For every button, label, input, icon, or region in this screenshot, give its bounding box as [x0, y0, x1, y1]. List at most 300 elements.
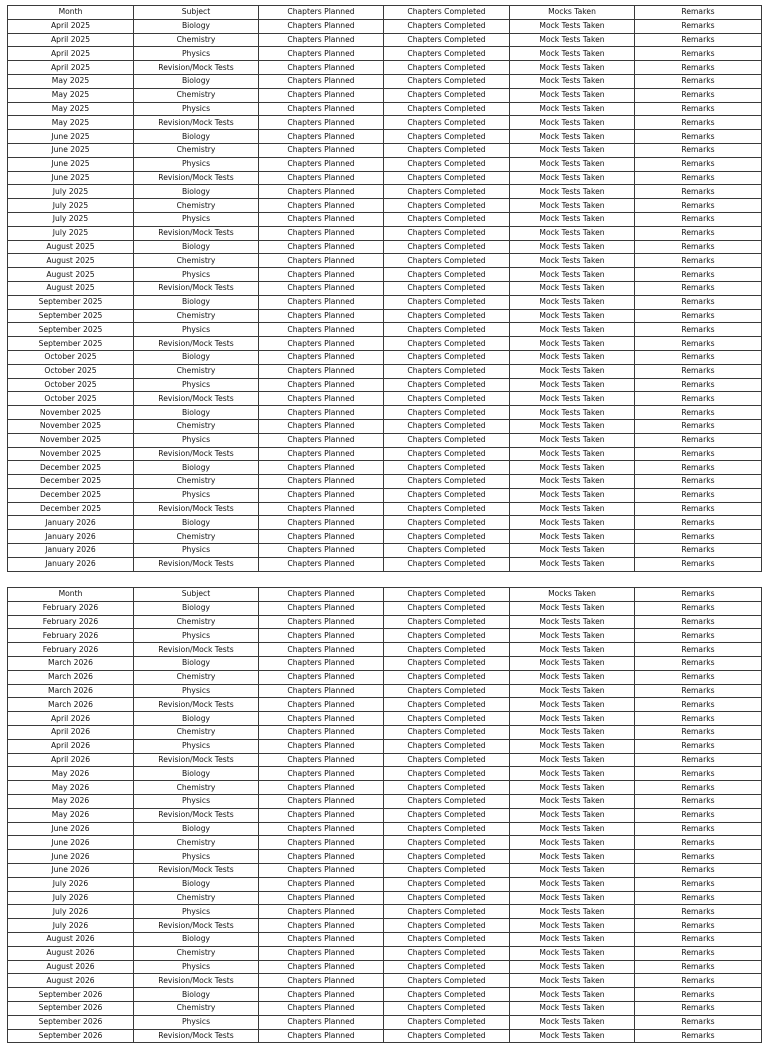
table-row — [8, 767, 762, 781]
mocks-taken-cell: Mock Tests Taken — [510, 350, 635, 364]
chapters-planned-cell: Chapters Planned — [259, 461, 384, 475]
chapters-planned-cell: Chapters Planned — [259, 836, 384, 850]
month-cell: July 2026 — [8, 891, 134, 905]
table-row — [8, 863, 762, 877]
month-cell: February 2026 — [8, 629, 134, 643]
month-cell: February 2026 — [8, 615, 134, 629]
mocks-taken-cell: Mock Tests Taken — [510, 171, 635, 185]
chapters-planned-cell: Chapters Planned — [259, 212, 384, 226]
month-cell: April 2025 — [8, 61, 134, 75]
remarks-cell: Remarks — [635, 530, 762, 544]
remarks-cell: Remarks — [635, 877, 762, 891]
subject-cell: Physics — [134, 850, 259, 864]
chapters-completed-cell: Chapters Completed — [384, 475, 510, 489]
chapters-completed-cell: Chapters Completed — [384, 488, 510, 502]
subject-cell: Biology — [134, 712, 259, 726]
chapters-planned-cell: Chapters Planned — [259, 171, 384, 185]
chapters-completed-cell: Chapters Completed — [384, 530, 510, 544]
chapters-completed-cell: Chapters Completed — [384, 544, 510, 558]
chapters-completed-cell: Chapters Completed — [384, 836, 510, 850]
chapters-planned-cell: Chapters Planned — [259, 502, 384, 516]
mocks-taken-cell: Mock Tests Taken — [510, 670, 635, 684]
column-header-mocks-taken: Mocks Taken — [510, 588, 635, 602]
month-cell: June 2026 — [8, 863, 134, 877]
table-row — [8, 530, 762, 544]
month-cell: September 2025 — [8, 295, 134, 309]
mocks-taken-cell: Mock Tests Taken — [510, 116, 635, 130]
mocks-taken-cell: Mock Tests Taken — [510, 557, 635, 571]
chapters-completed-cell: Chapters Completed — [384, 502, 510, 516]
mocks-taken-cell: Mock Tests Taken — [510, 74, 635, 88]
chapters-planned-cell: Chapters Planned — [259, 684, 384, 698]
chapters-planned-cell: Chapters Planned — [259, 323, 384, 337]
remarks-cell: Remarks — [635, 406, 762, 420]
mocks-taken-cell: Mock Tests Taken — [510, 461, 635, 475]
chapters-planned-cell: Chapters Planned — [259, 157, 384, 171]
mocks-taken-cell: Mock Tests Taken — [510, 364, 635, 378]
chapters-completed-cell: Chapters Completed — [384, 863, 510, 877]
table-row — [8, 116, 762, 130]
subject-cell: Biology — [134, 130, 259, 144]
subject-cell: Physics — [134, 684, 259, 698]
mocks-taken-cell: Mock Tests Taken — [510, 157, 635, 171]
remarks-cell: Remarks — [635, 74, 762, 88]
month-cell: August 2025 — [8, 268, 134, 282]
month-cell: June 2026 — [8, 850, 134, 864]
subject-cell: Revision/Mock Tests — [134, 281, 259, 295]
mocks-taken-cell: Mock Tests Taken — [510, 643, 635, 657]
mocks-taken-cell: Mock Tests Taken — [510, 932, 635, 946]
subject-cell: Biology — [134, 350, 259, 364]
table-row — [8, 1029, 762, 1043]
remarks-cell: Remarks — [635, 102, 762, 116]
chapters-planned-cell: Chapters Planned — [259, 475, 384, 489]
table-row — [8, 240, 762, 254]
month-cell: May 2026 — [8, 767, 134, 781]
table-row — [8, 212, 762, 226]
subject-cell: Physics — [134, 960, 259, 974]
chapters-completed-cell: Chapters Completed — [384, 61, 510, 75]
table-row — [8, 516, 762, 530]
remarks-cell: Remarks — [635, 836, 762, 850]
chapters-planned-cell: Chapters Planned — [259, 698, 384, 712]
column-header-chapters-completed: Chapters Completed — [384, 588, 510, 602]
mocks-taken-cell: Mock Tests Taken — [510, 212, 635, 226]
column-header-remarks: Remarks — [635, 588, 762, 602]
month-cell: November 2025 — [8, 419, 134, 433]
remarks-cell: Remarks — [635, 171, 762, 185]
chapters-completed-cell: Chapters Completed — [384, 337, 510, 351]
mocks-taken-cell: Mock Tests Taken — [510, 544, 635, 558]
subject-cell: Physics — [134, 1015, 259, 1029]
remarks-cell: Remarks — [635, 1015, 762, 1029]
mocks-taken-cell: Mock Tests Taken — [510, 185, 635, 199]
month-cell: September 2026 — [8, 1015, 134, 1029]
month-cell: September 2025 — [8, 323, 134, 337]
remarks-cell: Remarks — [635, 364, 762, 378]
column-header-chapters-planned: Chapters Planned — [259, 588, 384, 602]
month-cell: October 2025 — [8, 364, 134, 378]
month-cell: April 2026 — [8, 753, 134, 767]
chapters-planned-cell: Chapters Planned — [259, 656, 384, 670]
mocks-taken-cell: Mock Tests Taken — [510, 960, 635, 974]
table-row — [8, 171, 762, 185]
chapters-planned-cell: Chapters Planned — [259, 74, 384, 88]
chapters-completed-cell: Chapters Completed — [384, 988, 510, 1002]
chapters-planned-cell: Chapters Planned — [259, 226, 384, 240]
table-header-row — [8, 6, 762, 20]
table-row — [8, 712, 762, 726]
mocks-taken-cell: Mock Tests Taken — [510, 615, 635, 629]
remarks-cell: Remarks — [635, 378, 762, 392]
chapters-completed-cell: Chapters Completed — [384, 905, 510, 919]
remarks-cell: Remarks — [635, 185, 762, 199]
month-cell: November 2025 — [8, 447, 134, 461]
remarks-cell: Remarks — [635, 516, 762, 530]
remarks-cell: Remarks — [635, 822, 762, 836]
subject-cell: Chemistry — [134, 670, 259, 684]
subject-cell: Biology — [134, 932, 259, 946]
remarks-cell: Remarks — [635, 712, 762, 726]
table-row — [8, 808, 762, 822]
mocks-taken-cell: Mock Tests Taken — [510, 753, 635, 767]
mocks-taken-cell: Mock Tests Taken — [510, 268, 635, 282]
subject-cell: Biology — [134, 767, 259, 781]
table-row — [8, 919, 762, 933]
subject-cell: Physics — [134, 739, 259, 753]
remarks-cell: Remarks — [635, 753, 762, 767]
subject-cell: Physics — [134, 157, 259, 171]
mocks-taken-cell: Mock Tests Taken — [510, 102, 635, 116]
table-row — [8, 33, 762, 47]
month-cell: August 2026 — [8, 974, 134, 988]
table-row — [8, 891, 762, 905]
mocks-taken-cell: Mock Tests Taken — [510, 822, 635, 836]
month-cell: September 2026 — [8, 988, 134, 1002]
month-cell: May 2025 — [8, 116, 134, 130]
table-row — [8, 822, 762, 836]
month-cell: September 2026 — [8, 1001, 134, 1015]
subject-cell: Biology — [134, 240, 259, 254]
subject-cell: Revision/Mock Tests — [134, 392, 259, 406]
chapters-planned-cell: Chapters Planned — [259, 781, 384, 795]
mocks-taken-cell: Mock Tests Taken — [510, 392, 635, 406]
chapters-completed-cell: Chapters Completed — [384, 960, 510, 974]
mocks-taken-cell: Mock Tests Taken — [510, 226, 635, 240]
remarks-cell: Remarks — [635, 337, 762, 351]
chapters-completed-cell: Chapters Completed — [384, 350, 510, 364]
subject-cell: Revision/Mock Tests — [134, 557, 259, 571]
chapters-planned-cell: Chapters Planned — [259, 767, 384, 781]
subject-cell: Revision/Mock Tests — [134, 447, 259, 461]
chapters-planned-cell: Chapters Planned — [259, 905, 384, 919]
remarks-cell: Remarks — [635, 157, 762, 171]
chapters-planned-cell: Chapters Planned — [259, 268, 384, 282]
month-cell: October 2025 — [8, 350, 134, 364]
table-row — [8, 157, 762, 171]
subject-cell: Chemistry — [134, 309, 259, 323]
table-row — [8, 392, 762, 406]
table-row — [8, 254, 762, 268]
chapters-completed-cell: Chapters Completed — [384, 822, 510, 836]
chapters-planned-cell: Chapters Planned — [259, 364, 384, 378]
table-row — [8, 1001, 762, 1015]
subject-cell: Revision/Mock Tests — [134, 1029, 259, 1043]
mocks-taken-cell: Mock Tests Taken — [510, 337, 635, 351]
remarks-cell: Remarks — [635, 502, 762, 516]
chapters-planned-cell: Chapters Planned — [259, 643, 384, 657]
month-cell: January 2026 — [8, 544, 134, 558]
subject-cell: Physics — [134, 544, 259, 558]
chapters-completed-cell: Chapters Completed — [384, 461, 510, 475]
chapters-completed-cell: Chapters Completed — [384, 725, 510, 739]
table-row — [8, 337, 762, 351]
table-row — [8, 629, 762, 643]
mocks-taken-cell: Mock Tests Taken — [510, 502, 635, 516]
table-row — [8, 185, 762, 199]
table-row — [8, 406, 762, 420]
month-cell: April 2025 — [8, 47, 134, 61]
table-row — [8, 932, 762, 946]
subject-cell: Biology — [134, 295, 259, 309]
chapters-completed-cell: Chapters Completed — [384, 295, 510, 309]
remarks-cell: Remarks — [635, 891, 762, 905]
chapters-completed-cell: Chapters Completed — [384, 932, 510, 946]
chapters-planned-cell: Chapters Planned — [259, 281, 384, 295]
table-row — [8, 130, 762, 144]
chapters-completed-cell: Chapters Completed — [384, 974, 510, 988]
table-row — [8, 350, 762, 364]
mocks-taken-cell: Mock Tests Taken — [510, 254, 635, 268]
chapters-completed-cell: Chapters Completed — [384, 557, 510, 571]
month-cell: August 2025 — [8, 281, 134, 295]
month-cell: May 2025 — [8, 74, 134, 88]
subject-cell: Chemistry — [134, 836, 259, 850]
subject-cell: Biology — [134, 877, 259, 891]
mocks-taken-cell: Mock Tests Taken — [510, 629, 635, 643]
subject-cell: Chemistry — [134, 364, 259, 378]
chapters-completed-cell: Chapters Completed — [384, 212, 510, 226]
subject-cell: Biology — [134, 406, 259, 420]
chapters-planned-cell: Chapters Planned — [259, 557, 384, 571]
table-row — [8, 281, 762, 295]
chapters-completed-cell: Chapters Completed — [384, 19, 510, 33]
subject-cell: Revision/Mock Tests — [134, 753, 259, 767]
table-row — [8, 47, 762, 61]
column-header-chapters-planned: Chapters Planned — [259, 6, 384, 20]
remarks-cell: Remarks — [635, 88, 762, 102]
mocks-taken-cell: Mock Tests Taken — [510, 850, 635, 864]
subject-cell: Biology — [134, 601, 259, 615]
mocks-taken-cell: Mock Tests Taken — [510, 808, 635, 822]
month-cell: April 2025 — [8, 33, 134, 47]
table-row — [8, 488, 762, 502]
chapters-planned-cell: Chapters Planned — [259, 725, 384, 739]
mocks-taken-cell: Mock Tests Taken — [510, 130, 635, 144]
month-cell: July 2025 — [8, 185, 134, 199]
subject-cell: Physics — [134, 378, 259, 392]
mocks-taken-cell: Mock Tests Taken — [510, 199, 635, 213]
chapters-planned-cell: Chapters Planned — [259, 919, 384, 933]
remarks-cell: Remarks — [635, 61, 762, 75]
table-row — [8, 102, 762, 116]
mocks-taken-cell: Mock Tests Taken — [510, 712, 635, 726]
chapters-completed-cell: Chapters Completed — [384, 615, 510, 629]
chapters-planned-cell: Chapters Planned — [259, 946, 384, 960]
table-row — [8, 794, 762, 808]
remarks-cell: Remarks — [635, 629, 762, 643]
chapters-planned-cell: Chapters Planned — [259, 392, 384, 406]
chapters-planned-cell: Chapters Planned — [259, 808, 384, 822]
mocks-taken-cell: Mock Tests Taken — [510, 836, 635, 850]
month-cell: December 2025 — [8, 475, 134, 489]
chapters-completed-cell: Chapters Completed — [384, 378, 510, 392]
table-row — [8, 988, 762, 1002]
remarks-cell: Remarks — [635, 794, 762, 808]
month-cell: July 2025 — [8, 212, 134, 226]
chapters-planned-cell: Chapters Planned — [259, 143, 384, 157]
table-row — [8, 268, 762, 282]
table-row — [8, 433, 762, 447]
mocks-taken-cell: Mock Tests Taken — [510, 1015, 635, 1029]
chapters-completed-cell: Chapters Completed — [384, 656, 510, 670]
chapters-completed-cell: Chapters Completed — [384, 281, 510, 295]
subject-cell: Revision/Mock Tests — [134, 226, 259, 240]
mocks-taken-cell: Mock Tests Taken — [510, 891, 635, 905]
remarks-cell: Remarks — [635, 808, 762, 822]
chapters-completed-cell: Chapters Completed — [384, 516, 510, 530]
subject-cell: Revision/Mock Tests — [134, 61, 259, 75]
chapters-planned-cell: Chapters Planned — [259, 629, 384, 643]
chapters-completed-cell: Chapters Completed — [384, 33, 510, 47]
chapters-planned-cell: Chapters Planned — [259, 530, 384, 544]
remarks-cell: Remarks — [635, 116, 762, 130]
mocks-taken-cell: Mock Tests Taken — [510, 240, 635, 254]
chapters-completed-cell: Chapters Completed — [384, 116, 510, 130]
chapters-completed-cell: Chapters Completed — [384, 433, 510, 447]
chapters-completed-cell: Chapters Completed — [384, 1001, 510, 1015]
mocks-taken-cell: Mock Tests Taken — [510, 378, 635, 392]
chapters-completed-cell: Chapters Completed — [384, 850, 510, 864]
chapters-completed-cell: Chapters Completed — [384, 309, 510, 323]
remarks-cell: Remarks — [635, 488, 762, 502]
month-cell: March 2026 — [8, 656, 134, 670]
mocks-taken-cell: Mock Tests Taken — [510, 601, 635, 615]
table-row — [8, 323, 762, 337]
chapters-completed-cell: Chapters Completed — [384, 447, 510, 461]
month-cell: July 2026 — [8, 877, 134, 891]
table-row — [8, 781, 762, 795]
mocks-taken-cell: Mock Tests Taken — [510, 684, 635, 698]
month-cell: January 2026 — [8, 516, 134, 530]
remarks-cell: Remarks — [635, 767, 762, 781]
subject-cell: Revision/Mock Tests — [134, 643, 259, 657]
chapters-planned-cell: Chapters Planned — [259, 932, 384, 946]
chapters-completed-cell: Chapters Completed — [384, 185, 510, 199]
table-row — [8, 725, 762, 739]
mocks-taken-cell: Mock Tests Taken — [510, 739, 635, 753]
month-cell: February 2026 — [8, 601, 134, 615]
chapters-completed-cell: Chapters Completed — [384, 891, 510, 905]
mocks-taken-cell: Mock Tests Taken — [510, 295, 635, 309]
chapters-planned-cell: Chapters Planned — [259, 378, 384, 392]
subject-cell: Physics — [134, 794, 259, 808]
mocks-taken-cell: Mock Tests Taken — [510, 725, 635, 739]
subject-cell: Chemistry — [134, 781, 259, 795]
remarks-cell: Remarks — [635, 725, 762, 739]
chapters-completed-cell: Chapters Completed — [384, 877, 510, 891]
month-cell: May 2025 — [8, 88, 134, 102]
chapters-completed-cell: Chapters Completed — [384, 808, 510, 822]
month-cell: July 2026 — [8, 905, 134, 919]
chapters-planned-cell: Chapters Planned — [259, 447, 384, 461]
month-cell: December 2025 — [8, 461, 134, 475]
month-cell: September 2025 — [8, 337, 134, 351]
chapters-planned-cell: Chapters Planned — [259, 1029, 384, 1043]
month-cell: June 2025 — [8, 171, 134, 185]
subject-cell: Biology — [134, 988, 259, 1002]
subject-cell: Chemistry — [134, 946, 259, 960]
remarks-cell: Remarks — [635, 130, 762, 144]
subject-cell: Biology — [134, 822, 259, 836]
remarks-cell: Remarks — [635, 905, 762, 919]
subject-cell: Chemistry — [134, 33, 259, 47]
remarks-cell: Remarks — [635, 350, 762, 364]
table-row — [8, 226, 762, 240]
remarks-cell: Remarks — [635, 19, 762, 33]
chapters-planned-cell: Chapters Planned — [259, 406, 384, 420]
month-cell: April 2026 — [8, 739, 134, 753]
subject-cell: Physics — [134, 268, 259, 282]
remarks-cell: Remarks — [635, 323, 762, 337]
subject-cell: Chemistry — [134, 88, 259, 102]
chapters-planned-cell: Chapters Planned — [259, 615, 384, 629]
table-row — [8, 309, 762, 323]
chapters-planned-cell: Chapters Planned — [259, 739, 384, 753]
table-row — [8, 615, 762, 629]
month-cell: May 2026 — [8, 781, 134, 795]
chapters-planned-cell: Chapters Planned — [259, 88, 384, 102]
chapters-completed-cell: Chapters Completed — [384, 670, 510, 684]
remarks-cell: Remarks — [635, 863, 762, 877]
mocks-taken-cell: Mock Tests Taken — [510, 974, 635, 988]
mocks-taken-cell: Mock Tests Taken — [510, 877, 635, 891]
chapters-completed-cell: Chapters Completed — [384, 629, 510, 643]
table-row — [8, 143, 762, 157]
remarks-cell: Remarks — [635, 240, 762, 254]
month-cell: December 2025 — [8, 488, 134, 502]
chapters-planned-cell: Chapters Planned — [259, 185, 384, 199]
chapters-completed-cell: Chapters Completed — [384, 946, 510, 960]
table-row — [8, 684, 762, 698]
chapters-planned-cell: Chapters Planned — [259, 863, 384, 877]
mocks-taken-cell: Mock Tests Taken — [510, 143, 635, 157]
table-row — [8, 447, 762, 461]
table-row — [8, 698, 762, 712]
subject-cell: Chemistry — [134, 725, 259, 739]
mocks-taken-cell: Mock Tests Taken — [510, 488, 635, 502]
chapters-planned-cell: Chapters Planned — [259, 33, 384, 47]
subject-cell: Physics — [134, 47, 259, 61]
mocks-taken-cell: Mock Tests Taken — [510, 781, 635, 795]
mocks-taken-cell: Mock Tests Taken — [510, 988, 635, 1002]
remarks-cell: Remarks — [635, 601, 762, 615]
remarks-cell: Remarks — [635, 392, 762, 406]
month-cell: August 2026 — [8, 932, 134, 946]
month-cell: January 2026 — [8, 530, 134, 544]
remarks-cell: Remarks — [635, 461, 762, 475]
chapters-completed-cell: Chapters Completed — [384, 199, 510, 213]
